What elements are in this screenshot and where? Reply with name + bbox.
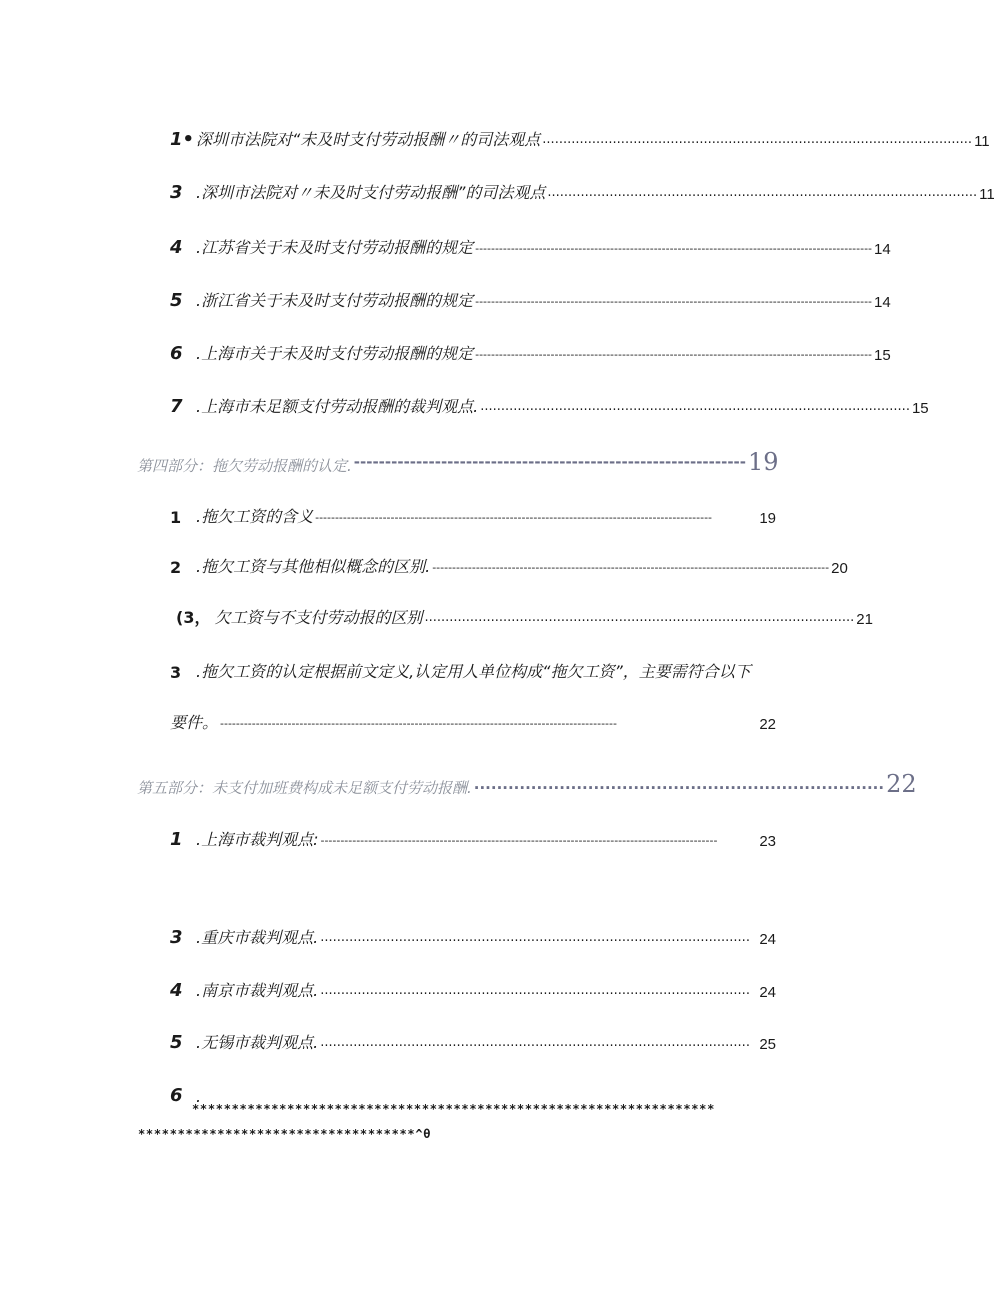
entry-page: 24	[759, 984, 776, 1001]
toc-entry[interactable]	[170, 501, 776, 527]
entry-title: 要件。	[170, 713, 219, 732]
entry-number: 6	[170, 343, 183, 364]
dot-leader: ........................................................................................................	[424, 610, 855, 625]
entry-page: 11	[974, 133, 990, 150]
toc-entry-continuation[interactable]	[170, 707, 776, 733]
dash-leader: ----------------------------------------------------------------------------------------------------	[475, 295, 873, 308]
dash-leader: ----------------------------------------------------------------------------------------------------	[320, 834, 718, 847]
entry-title: 深圳市法院对“未及时支付劳动报酬〃的司法观点	[196, 130, 541, 149]
part-title: 第四部分：拖欠劳动报酬的认定.	[137, 457, 352, 475]
dash-leader: ----------------------------------------------------------------------------------------------------	[315, 511, 713, 524]
entry-title: .拖欠工资的认定根据前文定义,认定用人单位构成“拖欠工资”，主要需符合以下	[196, 662, 751, 681]
toc-entry[interactable]	[170, 124, 990, 150]
entry-page: 14	[874, 241, 891, 258]
dot-leader: ........................................................................................................	[480, 399, 910, 414]
asterisk-line: ***********************************^θ	[138, 1127, 432, 1141]
part-heading[interactable]	[137, 768, 917, 798]
toc-entry[interactable]	[170, 177, 995, 203]
toc-entry[interactable]	[170, 285, 891, 311]
dash-leader: ----------------------------------------------------------------------------------------------------	[475, 348, 873, 361]
dash-leader: ---------------------------------------------------------------	[353, 453, 746, 471]
entry-number: 6	[170, 1085, 183, 1106]
toc-entry[interactable]	[170, 1027, 776, 1053]
toc-entry[interactable]	[170, 975, 776, 1001]
entry-page: 14	[874, 294, 891, 311]
dot-leader: ........................................................................	[473, 775, 885, 793]
entry-title: .上海市裁判观点:	[196, 830, 319, 849]
toc-entry[interactable]	[176, 602, 873, 628]
toc-entry[interactable]	[170, 824, 776, 850]
toc-entry[interactable]	[170, 338, 891, 364]
entry-title: .重庆市裁判观点.	[196, 928, 319, 947]
part-page: 19	[748, 448, 779, 476]
entry-title: .南京市裁判观点.	[196, 981, 319, 1000]
entry-number: 3	[170, 182, 183, 203]
entry-number: 4	[170, 980, 183, 1001]
entry-title: 欠工资与不支付劳动报的区别	[214, 608, 423, 627]
dot-leader: ........................................................................................................	[547, 185, 978, 200]
dash-leader: ----------------------------------------------------------------------------------------------------	[432, 561, 830, 574]
toc-entry[interactable]	[170, 551, 848, 577]
entry-page: 22	[759, 716, 776, 733]
dot-leader: ........................................................................................................	[542, 132, 973, 147]
entry-number: 4	[170, 237, 183, 258]
entry-title: .拖欠工资与其他相似概念的区别.	[196, 557, 431, 576]
entry-title: .上海市未足额支付劳动报酬的裁判观点.	[196, 397, 479, 416]
entry-title: .浙江省关于未及时支付劳动报酬的规定	[196, 291, 474, 310]
entry-page: 23	[759, 833, 776, 850]
entry-page: 21	[856, 611, 873, 628]
asterisk-line: ******************************************************************	[192, 1102, 716, 1116]
part-heading[interactable]	[137, 446, 777, 476]
part-title: 第五部分：未支付加班费构成未足额支付劳动报酬.	[137, 779, 472, 797]
entry-number: 5	[170, 290, 183, 311]
entry-page: 11	[979, 186, 995, 203]
toc-entry[interactable]	[170, 391, 929, 417]
dot-leader: ........................................................................................................	[320, 1035, 750, 1050]
entry-title: .无锡市裁判观点.	[196, 1033, 319, 1052]
entry-title: .	[196, 1087, 202, 1106]
entry-title: .拖欠工资的含义	[196, 507, 314, 526]
toc-entry[interactable]	[170, 232, 891, 258]
entry-number: 2	[170, 558, 182, 577]
entry-title: .上海市关于未及时支付劳动报酬的规定	[196, 344, 474, 363]
entry-number: (3，	[176, 608, 211, 627]
dash-leader: ----------------------------------------------------------------------------------------------------	[475, 242, 873, 255]
entry-number: 1	[170, 508, 182, 527]
entry-number: 1•	[170, 129, 195, 150]
dot-leader: ........................................................................................................	[320, 983, 750, 998]
entry-title: .江苏省关于未及时支付劳动报酬的规定	[196, 238, 474, 257]
entry-number: 3	[170, 663, 182, 682]
toc-entry[interactable]	[170, 656, 810, 682]
entry-page: 24	[759, 931, 776, 948]
part-page: 22	[886, 770, 917, 798]
entry-number: 7	[170, 396, 183, 417]
entry-number: 3	[170, 927, 183, 948]
entry-page: 19	[759, 510, 776, 527]
entry-page: 20	[831, 560, 848, 577]
entry-number: 1	[170, 829, 183, 850]
entry-page: 15	[911, 400, 929, 417]
dot-leader: ........................................................................................................	[320, 930, 750, 945]
entry-page: 15	[874, 347, 891, 364]
entry-number: 5	[170, 1032, 183, 1053]
toc-entry[interactable]	[170, 922, 776, 948]
entry-page: 25	[759, 1036, 776, 1053]
entry-title: .深圳市法院对〃未及时支付劳动报酬”的司法观点	[196, 183, 546, 202]
dash-leader: ----------------------------------------------------------------------------------------------------	[220, 717, 617, 730]
